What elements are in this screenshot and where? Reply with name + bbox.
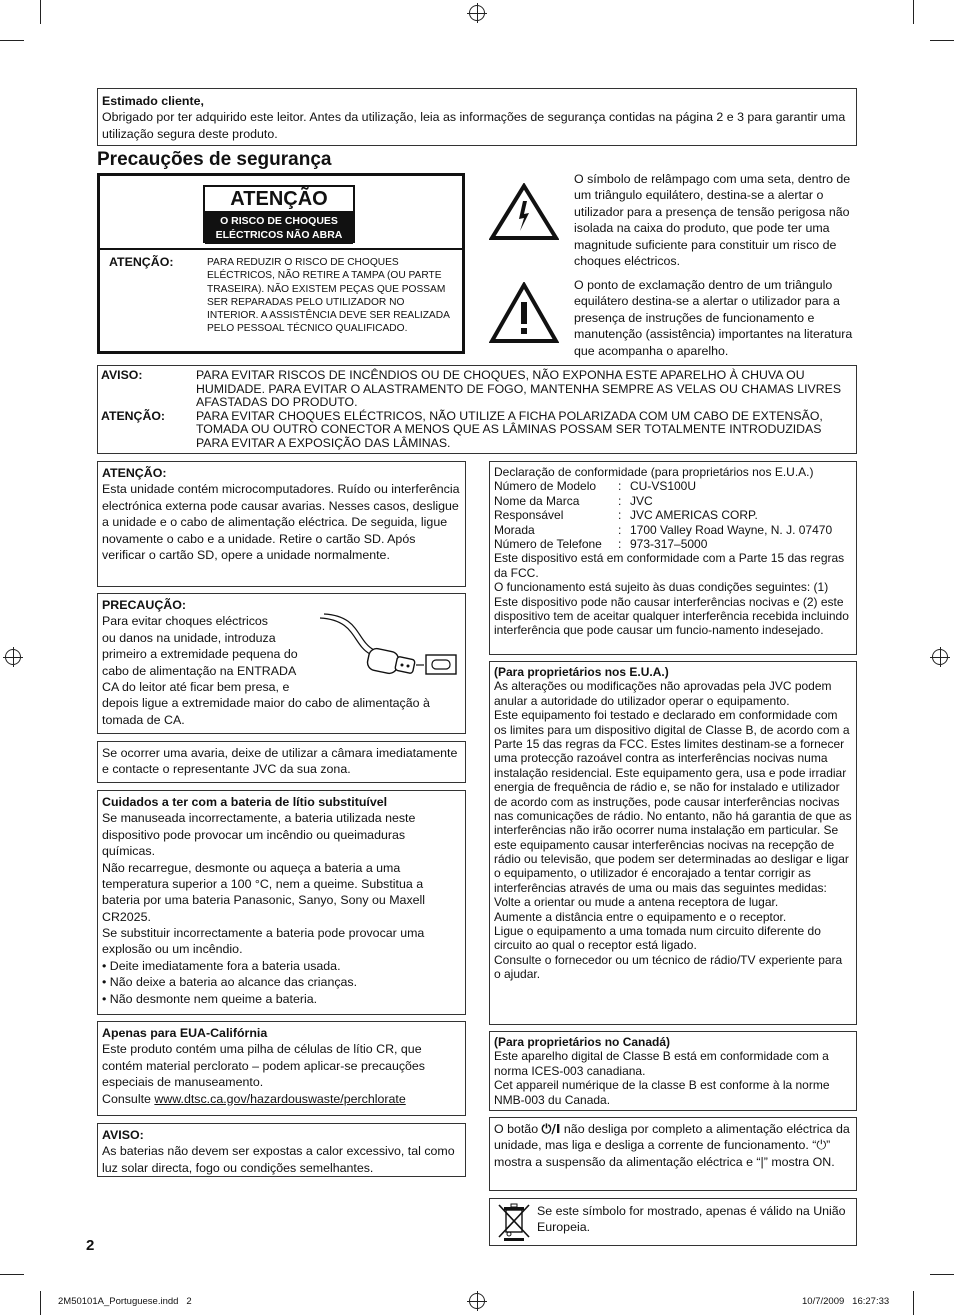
greeting-box <box>97 88 857 146</box>
precaution-box <box>97 593 466 734</box>
usa-owners-box <box>489 661 857 1025</box>
declaration-row <box>494 523 852 537</box>
power-button-text <box>494 1121 852 1170</box>
greeting-body: Obrigado por ter adquirido este leitor. Antes da utilização, leia as informações de segurança contidas na página 2 e 3 para garantir uma utilização segura deste produto. <box>102 110 846 141</box>
footer-date: 10/7/2009 16:27:33 <box>802 1296 890 1307</box>
precaution-text: CA do leitor até ficar bem presa, e <box>102 679 290 694</box>
registration-mark-icon <box>932 649 948 665</box>
perchlorate-link[interactable]: www.dtsc.ca.gov/hazardouswaste/perchlorate <box>154 1091 406 1106</box>
warning-label: ATENÇÃO: <box>101 408 165 423</box>
precaution-text: depois ligue a extremidade maior do cabo de alimentação à tomada de CA. <box>102 696 430 727</box>
declaration-value: JVC <box>630 493 653 508</box>
page-title: Precauções de segurança <box>97 149 332 170</box>
crop-mark <box>40 1291 41 1315</box>
battery-text: Não recarregue, desmonte ou aqueça a bateria a uma temperatura superior a 100 °C, nem a queime. Substitua a bateria por uma bateria Panasonic, Sanyo, Sony ou Maxell CR2025. <box>102 860 426 924</box>
declaration-key: Responsável <box>494 508 564 523</box>
consult-label: Consulte <box>102 1091 155 1106</box>
crop-mark <box>930 1274 954 1275</box>
declaration-colon: : <box>618 536 622 551</box>
canada-owners-text: Este aparelho digital de Classe B está em conformidade com a norma ICES-003 canadiana. <box>494 1049 829 1078</box>
usa-owners-text: Este equipamento foi testado e declarado em conformidade com os limites para um dispositivo digital de Classe B, de acordo com a Parte 15 das regras da FCC. Estes limites destinam-se a fornecer uma protecção razoável contra as interferências nocivas numa instalação residencial. Este equipamento gera, usa e pode irradiar energia de frequência de rádio e, se não for instalado e utilizador de acordo com as instruções, pode causar interferências nocivas nas comunicações de rádio. No entanto, não há garantia de que as interferências não irão ocorrer numa instalação em particular. Se este equipamento causar interferências nocivas na recepção de rádio ou televisão, que podem ser determinadas ao desligar e ligar o equipamento, o utilizador é encorajado a tentar corrigir as interferências através de uma ou mais das seguintes medidas: Volte a orientar ou mude a antena receptora de lugar. <box>494 708 852 910</box>
caution-box <box>97 173 465 354</box>
microcomputer-text: Esta unidade contém microcomputadores. Ruído ou interferência electrónica externa pode causar avarias. Nesses casos, desligue a unidade e o cabo de alimentação eléctrica. De seguida, ligue novamente o cabo e a unidade. Retire o cartão SD. Após verificar o cartão SD, opere a unidade normalmente. <box>102 482 460 562</box>
battery-text: Se manuseada incorrectamente, a bateria utilizada neste dispositivo pode provocar um incêndio ou queimaduras químicas. <box>102 811 416 859</box>
page-number: 2 <box>86 1237 95 1254</box>
warning-row <box>101 369 853 410</box>
warnings-box <box>97 365 857 454</box>
canada-owners-text: Cet appareil numérique de la classe B est conforme à la norme NMB-003 du Canada. <box>494 1078 830 1107</box>
california-consult <box>102 1091 461 1107</box>
warning-row <box>101 410 853 451</box>
exclamation-description: O ponto de exclamação dentro de um triângulo equilátero destina-se a alertar o utilizador para a presença de instruções de funcionamento e manutenção (assistência) importantes na literatura que acompanha o aparelho. <box>574 278 853 358</box>
weee-text: Se este símbolo for mostrado, apenas é válido na União Europeia. <box>537 1204 846 1235</box>
california-title: Apenas para EUA-Califórnia <box>102 1026 268 1040</box>
exclamation-warning-icon <box>489 282 559 344</box>
canada-owners-title: (Para proprietários no Canadá) <box>494 1035 671 1049</box>
declaration-value: JVC AMERICAS CORP. <box>630 508 758 523</box>
power-text-part: O botão <box>494 1122 542 1136</box>
declaration-title: Declaração de conformidade (para proprietários nos E.U.A.) <box>494 465 814 479</box>
declaration-colon: : <box>618 479 622 494</box>
battery-box <box>97 790 466 1015</box>
precaution-text: ou danos na unidade, introduza <box>102 630 276 645</box>
malfunction-box <box>97 741 466 783</box>
crop-mark <box>913 1291 914 1315</box>
precaution-text: cabo de alimentação na ENTRADA <box>102 663 297 678</box>
caution-label-box <box>203 185 355 243</box>
power-text-part: não desliga por completo a alimentação eléctrica da unidade, mas liga e desliga a corrente de funcionamento. “⏻” mostra a suspensão da alimentação eléctrica e “|” mostra ON. <box>494 1122 850 1169</box>
declaration-text: Este dispositivo está em conformidade com a Parte 15 das regras da FCC. <box>494 551 845 580</box>
declaration-colon: : <box>618 493 622 508</box>
declaration-row <box>494 479 852 493</box>
usa-owners-text: Consulte o fornecedor ou um técnico de rádio/TV experiente para o ajudar. <box>494 952 843 982</box>
declaration-row <box>494 508 852 522</box>
list-item: • Deite imediatamente fora a bateria usada. <box>102 958 341 973</box>
list-item: • Não desmonte nem queime a bateria. <box>102 991 318 1006</box>
battery-title: Cuidados a ter com a bateria de lítio substituível <box>102 795 388 809</box>
caution-text-label: ATENÇÃO: <box>109 255 174 269</box>
malfunction-text: Se ocorrer uma avaria, deixe de utilizar a câmara imediatamente e contacte o representante JVC da sua zona. <box>102 746 458 777</box>
crossed-bin-icon <box>496 1202 532 1242</box>
power-cord-icon <box>316 612 462 684</box>
declaration-value: 973-317–5000 <box>630 536 708 551</box>
precaution-text: Para evitar choques eléctricos <box>102 614 268 629</box>
declaration-text: O funcionamento está sujeito às duas condições seguintes: (1) Este dispositivo pode não causar interferências nocivas e (2) este dispositivo tem de aceitar qualquer interferência recebida incluindo interferência que pode causar um funcio-namento indesejado. <box>494 580 849 638</box>
declaration-key: Número de Modelo <box>494 479 597 494</box>
lightning-description: O símbolo de relâmpago com uma seta, dentro de um triângulo equilátero, destina-se a alertar o utilizador para a presença de tensão perigosa não isolada na caixa do produto, que pode ter uma magnitude suficiente para constituir um risco de choques eléctricos. <box>574 172 851 268</box>
california-box <box>97 1021 466 1116</box>
declaration-colon: : <box>618 508 622 523</box>
precaution-title: PRECAUÇÃO: <box>102 598 186 612</box>
weee-box <box>489 1198 857 1246</box>
warning-text: PARA EVITAR RISCOS DE INCÊNDIOS OU DE CHOQUES, NÃO EXPONHA ESTE APARELHO À CHUVA OU HUMIDADE. PARA EVITAR O ALASTRAMENTO DE FOGO, MANTENHA SEMPRE AS VELAS OU CHAMAS LIVRES AFASTADAS DO PRODUTO. <box>196 368 842 410</box>
declaration-box <box>489 461 857 655</box>
declaration-key: Número de Telefone <box>494 536 602 551</box>
registration-mark-icon <box>5 649 21 665</box>
usa-owners-text: As alterações ou modificações não aprovadas pela JVC podem anular a autoridade do utilizador operar o equipamento. <box>494 679 832 708</box>
registration-mark-icon <box>469 1293 485 1309</box>
footer-file: 2M50101A_Portuguese.indd 2 <box>58 1296 192 1307</box>
caution-subtitle-line: ELÉCTRICOS NÃO ABRA <box>215 229 343 241</box>
caution-header <box>100 176 462 250</box>
list-item: • Não deixe a bateria ao alcance das crianças. <box>102 975 358 990</box>
caution-subtitle <box>205 213 353 244</box>
caution-text: PARA REDUZIR O RISCO DE CHOQUES ELÉCTRICOS, NÃO RETIRE A TAMPA (OU PARTE TRASEIRA). NÃO EXISTEM PEÇAS QUE POSSAM SER REPARADAS PELO UTILIZADOR NO INTERIOR. A ASSISTÊNCIA DEVE SER REALIZADA PELO PESSOAL TÉCNICO QUALIFICADO. <box>207 257 450 335</box>
crop-mark <box>913 0 914 24</box>
declaration-key: Nome da Marca <box>494 493 580 508</box>
declaration-colon: : <box>618 522 622 537</box>
battery-list <box>102 958 461 1007</box>
usa-owners-text: Ligue o equipamento a uma tomada num circuito diferente do circuito ao qual o receptor está ligado. <box>494 924 821 953</box>
heat-warning-title: AVISO: <box>102 1128 144 1142</box>
declaration-row <box>494 494 852 508</box>
declaration-row <box>494 537 852 551</box>
caution-title: ATENÇÃO <box>205 187 353 213</box>
standby-power-icon: ⏻/I <box>541 1121 561 1136</box>
battery-text: Se substituir incorrectamente a bateria pode provocar uma explosão ou um incêndio. <box>102 926 425 957</box>
canada-owners-box <box>489 1031 857 1111</box>
warning-label: AVISO: <box>101 368 143 382</box>
warning-text: PARA EVITAR CHOQUES ELÉCTRICOS, NÃO UTILIZE A FICHA POLARIZADA COM UM CABO DE EXTENSÃO, TOMADA OU OUTRO CONECTOR A MENOS QUE AS LÂMINAS POSSAM SER TOTALMENTE INTRODUZIDAS PARA EVITAR A EXPOSIÇÃO DAS LÂMINAS. <box>196 408 823 450</box>
declaration-key: Morada <box>494 522 535 537</box>
crop-mark <box>0 1274 24 1275</box>
lightning-warning-icon <box>489 183 559 241</box>
caution-subtitle-line: O RISCO DE CHOQUES <box>220 215 338 227</box>
heat-warning-box <box>97 1123 466 1177</box>
crop-mark <box>930 40 954 41</box>
registration-mark-icon <box>469 5 485 21</box>
precaution-text: primeiro a extremidade pequena do <box>102 647 298 662</box>
california-text: Este produto contém uma pilha de células de lítio CR, que contém material perclorato – podem aplicar-se precauções especiais de manuseamento. <box>102 1042 426 1090</box>
crop-mark <box>0 40 24 41</box>
greeting-title: Estimado cliente, <box>102 94 204 108</box>
usa-owners-title: (Para proprietários nos E.U.A.) <box>494 665 669 679</box>
usa-owners-text: Aumente a distância entre o equipamento e o receptor. <box>494 909 787 924</box>
declaration-value: 1700 Valley Road Wayne, N. J. 07470 <box>630 522 833 537</box>
heat-warning-text: As baterias não devem ser expostas a calor excessivo, tal como luz solar directa, fogo ou condições semelhantes. <box>102 1144 455 1175</box>
declaration-value: CU-VS100U <box>630 479 697 494</box>
microcomputer-box <box>97 461 466 587</box>
power-button-box <box>489 1117 857 1191</box>
crop-mark <box>40 0 41 24</box>
microcomputer-title: ATENÇÃO: <box>102 466 167 480</box>
